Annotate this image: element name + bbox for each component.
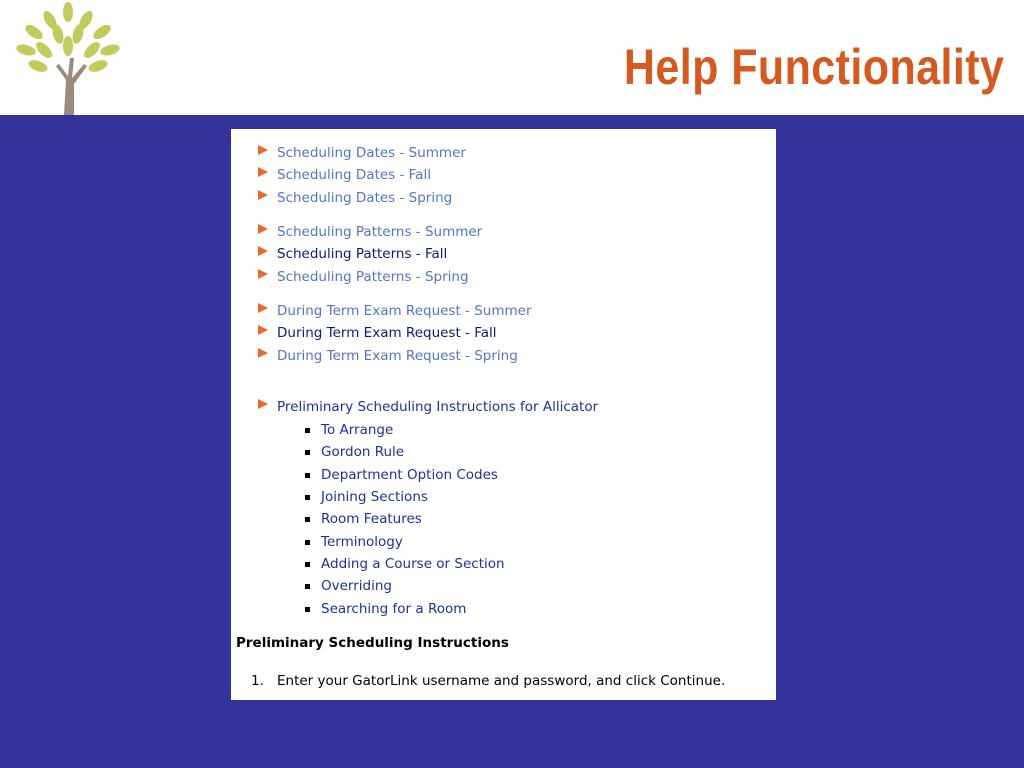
square-bullet-icon [305, 450, 310, 455]
instructions-subitem[interactable] [305, 486, 428, 508]
help-link-dates-spring[interactable] [258, 187, 452, 209]
step-text: Enter your GatorLink username and password, and click Continue. [277, 673, 726, 689]
instructions-heading: Preliminary Scheduling Instructions [236, 635, 509, 651]
square-bullet-icon [305, 562, 310, 567]
link-label[interactable]: Scheduling Dates - Summer [277, 145, 466, 161]
help-link-patterns-summer[interactable] [258, 221, 482, 243]
square-bullet-icon [305, 607, 310, 612]
arrow-bullet-icon [258, 399, 268, 409]
arrow-bullet-icon [258, 348, 268, 358]
arrow-bullet-icon [258, 325, 268, 335]
arrow-bullet-icon [258, 303, 268, 313]
link-label[interactable]: Scheduling Dates - Spring [277, 190, 453, 206]
subitem-label[interactable]: Room Features [321, 511, 422, 527]
slide-title: Help Functionality [623, 39, 1004, 95]
subitem-label[interactable]: To Arrange [321, 422, 394, 438]
square-bullet-icon [305, 495, 310, 500]
arrow-bullet-icon [258, 167, 268, 177]
instructions-subitem[interactable] [305, 441, 404, 463]
step-number: 1. [251, 673, 264, 689]
link-label[interactable]: During Term Exam Request - Fall [277, 325, 497, 341]
help-link-dates-summer[interactable] [258, 142, 466, 164]
subitem-label[interactable]: Joining Sections [321, 489, 428, 505]
arrow-bullet-icon [258, 190, 268, 200]
subitem-label[interactable]: Overriding [321, 578, 392, 594]
square-bullet-icon [305, 428, 310, 433]
instructions-link[interactable] [258, 396, 598, 418]
help-link-exam-fall[interactable] [258, 322, 497, 344]
instructions-subitem[interactable] [305, 575, 392, 597]
help-link-patterns-fall[interactable] [258, 243, 447, 265]
link-label[interactable]: Preliminary Scheduling Instructions for Allicator [277, 399, 599, 415]
square-bullet-icon [305, 584, 310, 589]
square-bullet-icon [305, 473, 310, 478]
instructions-subitem[interactable] [305, 598, 466, 620]
square-bullet-icon [305, 540, 310, 545]
link-label[interactable]: During Term Exam Request - Summer [277, 303, 532, 319]
arrow-bullet-icon [258, 224, 268, 234]
help-link-exam-spring[interactable] [258, 345, 518, 367]
link-label[interactable]: During Term Exam Request - Spring [277, 348, 518, 364]
link-label[interactable]: Scheduling Patterns - Spring [277, 269, 469, 285]
instructions-subitem[interactable] [305, 531, 403, 553]
link-label[interactable]: Scheduling Dates - Fall [277, 167, 431, 183]
subitem-label[interactable]: Department Option Codes [321, 467, 498, 483]
arrow-bullet-icon [258, 145, 268, 155]
tree-logo-icon [12, 2, 124, 115]
subitem-label[interactable]: Terminology [321, 534, 403, 550]
instructions-subitem[interactable] [305, 419, 393, 441]
arrow-bullet-icon [258, 269, 268, 279]
instructions-subitem[interactable] [305, 553, 505, 575]
subitem-label[interactable]: Searching for a Room [321, 601, 467, 617]
arrow-bullet-icon [258, 246, 268, 256]
help-link-dates-fall[interactable] [258, 164, 431, 186]
link-label[interactable]: Scheduling Patterns - Fall [277, 246, 448, 262]
subitem-label[interactable]: Gordon Rule [321, 444, 405, 460]
instructions-subitem[interactable] [305, 464, 498, 486]
link-label[interactable]: Scheduling Patterns - Summer [277, 224, 483, 240]
subitem-label[interactable]: Adding a Course or Section [321, 556, 505, 572]
help-page-screenshot [231, 129, 776, 700]
help-link-patterns-spring[interactable] [258, 266, 469, 288]
slide-header [0, 0, 1024, 115]
help-link-exam-summer[interactable] [258, 300, 532, 322]
instructions-subitem[interactable] [305, 508, 422, 530]
square-bullet-icon [305, 517, 310, 522]
instruction-step [251, 673, 725, 689]
